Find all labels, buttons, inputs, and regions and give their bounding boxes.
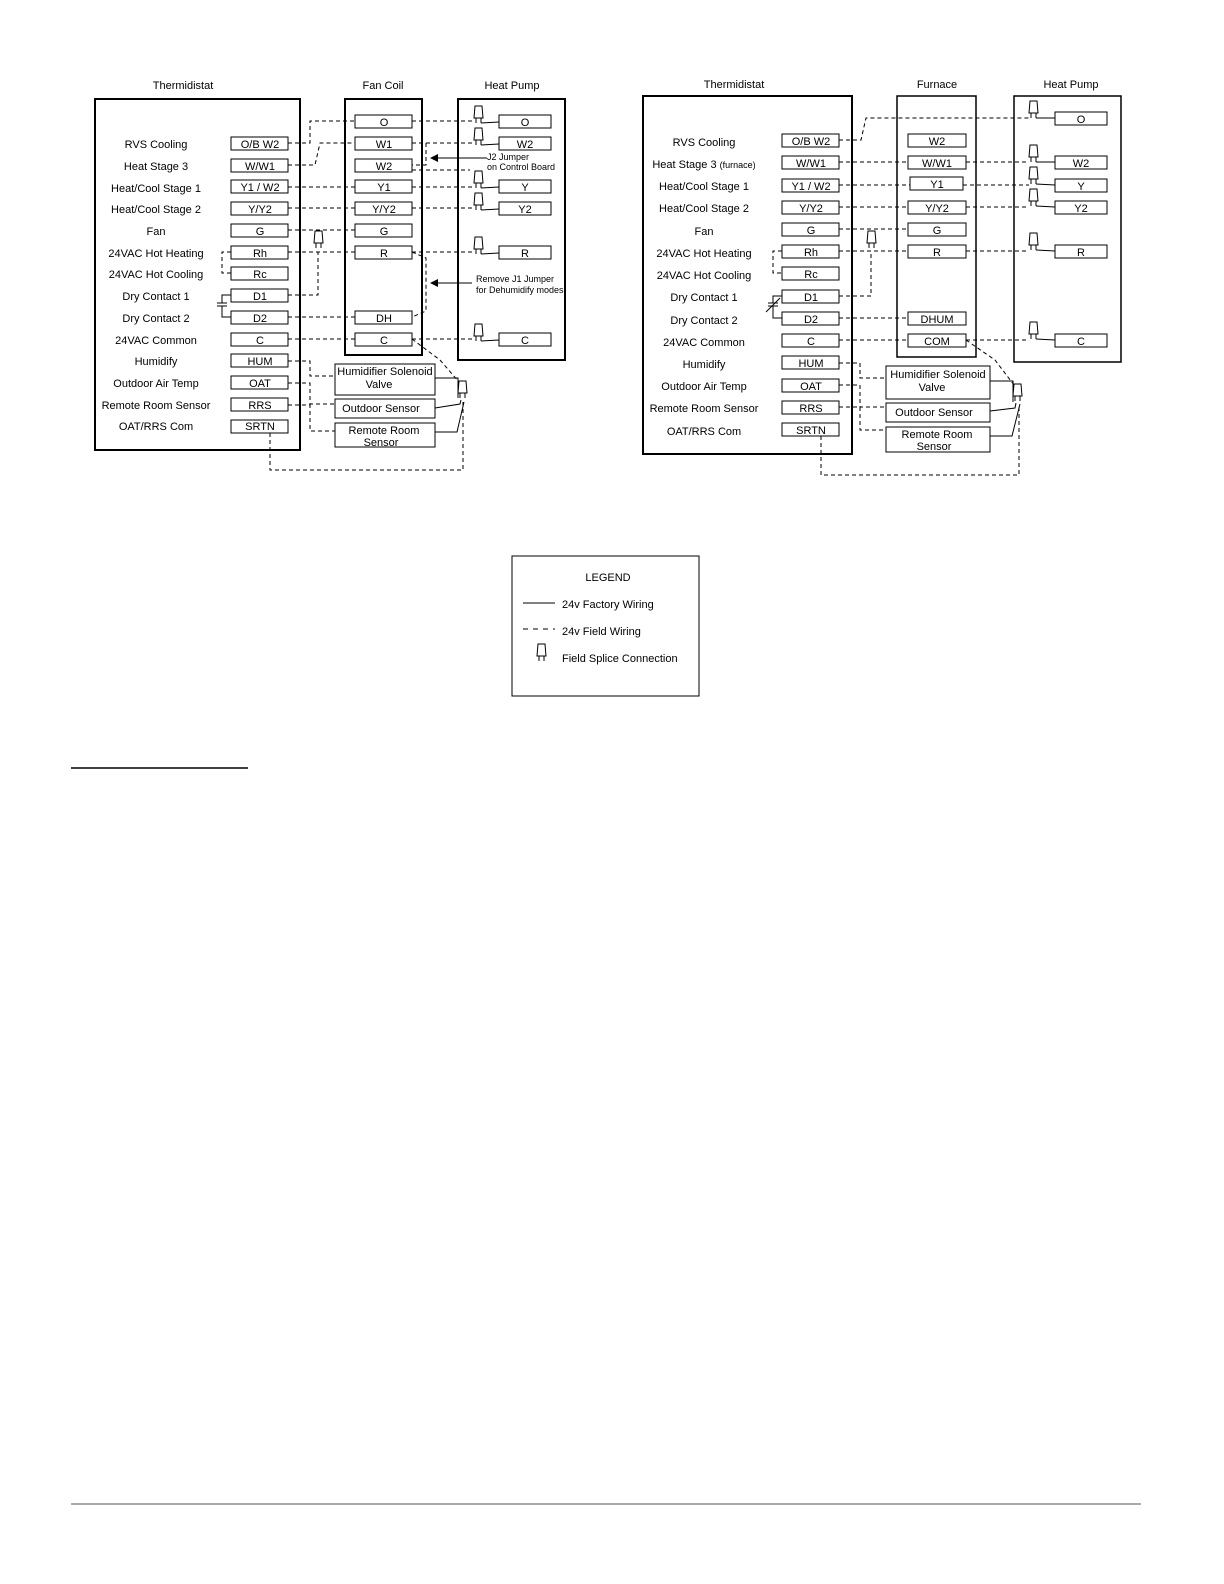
left-fancoil-terminal: O [379,117,389,129]
right-terminal: Y/Y2 [799,203,823,215]
left-fancoil-terminal: Y1 [377,182,391,194]
legend-factory-label: 24v Factory Wiring [562,599,654,611]
left-terminal: Rc [253,269,267,281]
left-row-label: 24VAC Common [115,335,197,347]
left-terminal: OAT [249,378,271,390]
left-terminal: Y1 / W2 [240,182,280,194]
right-heatpump-title: Heat Pump [1043,79,1099,91]
left-outdoor-sensor-label: Outdoor Sensor [342,403,420,415]
right-outdoor-sensor-label: Outdoor Sensor [895,407,973,419]
right-terminal: Rh [803,247,819,259]
left-terminal: G [255,226,265,238]
right-humidifier-label: Valve [918,382,946,394]
right-row-label: Remote Room Sensor [649,403,759,415]
left-row-label: Heat/Cool Stage 1 [111,183,201,195]
right-terminal: RRS [799,403,823,415]
right-hp-terminal: Y [1077,181,1085,193]
legend [512,556,699,696]
right-terminal: G [806,225,816,237]
right-hp-terminal: W2 [1072,158,1090,170]
legend-field-label: 24v Field Wiring [562,626,641,638]
right-row-label: Outdoor Air Temp [661,381,747,393]
left-fancoil-terminal: DH [376,313,392,325]
right-furnace-terminal: G [932,225,942,237]
right-row-label: Heat/Cool Stage 1 [659,181,749,193]
left-terminal: Rh [252,248,268,260]
left-terminal: HUM [247,356,273,368]
right-terminal: Rc [804,269,818,281]
right-diagram [643,79,1121,475]
right-row-label: OAT/RRS Com [666,426,742,438]
right-humidifier-label: Humidifier Solenoid [890,369,986,381]
left-terminal: D2 [252,313,268,325]
right-furnace-terminal: COM [924,336,950,348]
left-terminal: O/B W2 [240,139,280,151]
left-row-label: Remote Room Sensor [101,400,211,412]
left-remote-sensor-label: Sensor [363,437,399,449]
legend-title: LEGEND [585,572,631,584]
left-j1-note: Remove J1 Jumper [476,274,555,284]
left-rh-splice [314,231,323,248]
left-fancoil-terminal: C [380,335,388,347]
right-hp-terminal: Y2 [1074,203,1088,215]
right-row-label: Dry Contact 1 [670,292,738,304]
left-sensor-splice [458,381,467,398]
left-row-label: 24VAC Hot Cooling [108,269,204,281]
right-furnace-terminal: W/W1 [922,158,952,170]
right-remote-sensor-label: Sensor [916,441,952,453]
right-row-label: RVS Cooling [672,137,736,149]
left-terminal: D1 [252,291,268,303]
left-row-label: Humidify [134,356,178,368]
right-hp-terminal: C [1077,336,1085,348]
left-heatpump-title: Heat Pump [484,80,540,92]
left-thermidistat-title: Thermidistat [152,80,214,92]
left-fancoil-terminal: Y/Y2 [372,204,396,216]
left-hp-terminal: W2 [516,139,534,151]
left-fancoil-terminal: W1 [375,139,393,151]
left-remote-sensor-label: Remote Room [348,425,420,437]
left-j2-note: J2 Jumper [487,152,530,162]
left-row-label: OAT/RRS Com [118,421,194,433]
left-hp-terminal: R [521,248,529,260]
right-terminal: SRTN [796,425,826,437]
left-hp-terminal: Y [521,182,529,194]
left-row-label: RVS Cooling [124,139,188,151]
right-row-label: Heat Stage 3 (furnace) [652,159,756,171]
right-dry-contact-symbol [766,296,782,318]
right-furnace-terminal: R [933,247,941,259]
left-diagram [95,80,565,470]
legend-splice-label: Field Splice Connection [562,653,678,665]
left-terminal: C [256,335,264,347]
right-furnace-terminal: DHUM [920,314,954,326]
right-terminal: W/W1 [796,158,826,170]
right-row-label: 24VAC Hot Heating [656,248,752,260]
right-row-label: Humidify [682,359,726,371]
left-row-label: Fan [146,226,166,238]
left-j1-note: for Dehumidify modes [476,285,564,295]
right-rh-splice [867,231,876,248]
right-furnace-title: Furnace [916,79,958,91]
right-hp-terminal: O [1076,114,1086,126]
left-dry-contact-symbol [217,295,231,317]
left-hp-splices [474,106,499,341]
left-humidifier-label: Humidifier Solenoid [337,366,433,378]
left-fancoil-terminal: G [379,226,389,238]
left-hp-terminal: Y2 [518,204,532,216]
right-terminal: C [807,336,815,348]
right-row-label: 24VAC Common [663,337,745,349]
left-terminal: Y/Y2 [248,204,272,216]
left-row-label: 24VAC Hot Heating [108,248,204,260]
right-row-label: Fan [694,226,714,238]
right-hp-splices [1029,101,1055,340]
right-row-label: Heat/Cool Stage 2 [659,203,749,215]
right-hp-terminal: R [1077,247,1085,259]
left-terminal: RRS [248,400,272,412]
right-furnace-terminal: Y1 [930,179,944,191]
right-terminal: OAT [800,381,822,393]
left-humidifier-label: Valve [365,379,393,391]
right-terminal: HUM [798,358,824,370]
left-hp-terminal: O [520,117,530,129]
left-row-label: Dry Contact 1 [122,291,190,303]
left-fancoil-terminal: W2 [375,161,393,173]
left-terminal: SRTN [245,421,275,433]
right-furnace-terminal: W2 [928,136,946,148]
left-row-label: Heat Stage 3 [123,161,189,173]
right-remote-sensor-label: Remote Room [901,429,973,441]
left-fancoil-terminal: R [380,248,388,260]
right-row-label: Dry Contact 2 [670,315,738,327]
right-terminal: D1 [803,292,819,304]
right-furnace-terminal: Y/Y2 [925,203,949,215]
left-row-label: Heat/Cool Stage 2 [111,204,201,216]
left-row-label: Outdoor Air Temp [113,378,199,390]
right-sensor-splice [1013,384,1022,401]
right-thermidistat-title: Thermidistat [703,79,765,91]
left-j2-note: on Control Board [487,162,556,172]
right-terminal: Y1 / W2 [791,181,831,193]
left-terminal: W/W1 [245,161,275,173]
right-row-label: 24VAC Hot Cooling [656,270,752,282]
right-terminal: O/B W2 [791,136,831,148]
left-hp-terminal: C [521,335,529,347]
right-terminal: D2 [803,314,819,326]
left-fancoil-title: Fan Coil [362,80,404,92]
left-row-label: Dry Contact 2 [122,313,190,325]
legend-splice-icon [537,644,546,661]
